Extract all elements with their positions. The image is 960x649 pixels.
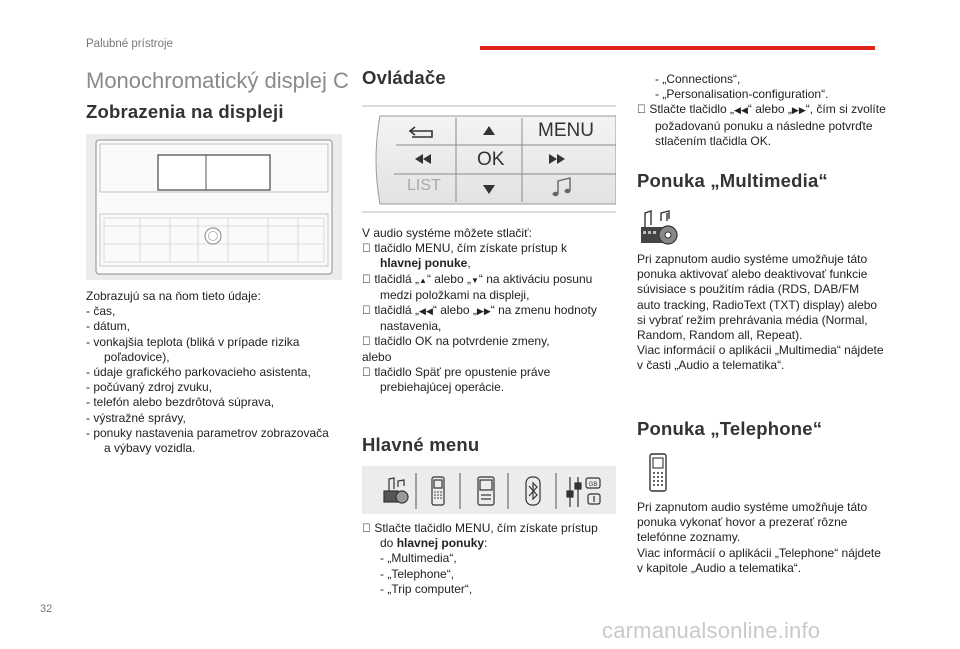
telephone-icon bbox=[648, 453, 670, 493]
up-icon: ▲ bbox=[406, 275, 415, 285]
multimedia-heading: Ponuka „Multimedia“ bbox=[637, 170, 828, 191]
section-label: Palubné prístroje bbox=[86, 38, 173, 50]
main-menu-text: Stlačte tlačidlo MENU, čím získate prístup do hlavnej ponuky: - „Multimedia“, - „Telephone“, - „Trip computer“, bbox=[362, 521, 598, 597]
bullet-item: tlačidlo MENU, čím získate prístup k bbox=[362, 241, 555, 256]
bullet-item-cont: nastavenia, bbox=[380, 319, 442, 334]
display-intro: Zobrazujú sa na ňom tieto údaje: bbox=[86, 289, 261, 303]
bullet-item-cont: stlačením tlačidla OK. bbox=[655, 133, 772, 148]
sub-item: - „Personalisation-configuration“. bbox=[655, 87, 829, 102]
controls-text: V audio systéme môžete stlačiť: tlačidlo MENU, čím získate prístup k hlavnej ponuke, tlačidlá „▲“ alebo „▼“ na aktiváciu posunu medzi položkami na displeji, tlačidlá „◀◀“ alebo „▶▶“ na zmenu hodnoty nastavenia, tlačidlo OK na potvrdenie zmeny, alebo tlačidlo Späť pre opustenie práve prebiehajúcej operácie. bbox=[362, 226, 597, 395]
bullet-item: tlačidlo OK na potvrdenie zmeny, bbox=[362, 334, 538, 349]
bullet-item-cont: prebiehajúcej operácie. bbox=[380, 380, 505, 395]
list-item: - vonkajšia teplota (bliká v prípade rizika bbox=[86, 334, 300, 349]
ok-button[interactable]: OK bbox=[477, 149, 505, 170]
rewind-icon: ◀◀ bbox=[406, 306, 421, 317]
down-icon: ▼ bbox=[458, 275, 467, 285]
sub-item: - „Connections“, bbox=[655, 72, 741, 86]
main-menu-text-continued bbox=[637, 72, 886, 149]
telephone-text: Pri zapnutom audio systéme umožňuje táto ponuka vykonať hovor a prezerať rôzne telefónne zoznamy. Viac informácií o aplikácii „Telephone“ nájdete v kapitole „Audio a telematika“. bbox=[637, 500, 881, 575]
bullet-item: tlačidlá „▲“ alebo „▼“ na aktiváciu posunu bbox=[362, 271, 580, 286]
bullet-item-cont: požadovanú ponuku a následne potvrďte bbox=[655, 118, 873, 133]
bold-term: hlavnej ponuky bbox=[396, 536, 485, 551]
multimedia-icon bbox=[637, 207, 681, 247]
menu-button[interactable]: MENU bbox=[538, 120, 594, 141]
list-item: - počúvaný zdroj zvuku, bbox=[86, 380, 213, 395]
list-button[interactable]: LIST bbox=[407, 177, 441, 194]
bullet-item: Stlačte tlačidlo MENU, čím získate prístup bbox=[362, 521, 586, 535]
multimedia-text: Pri zapnutom audio systéme umožňuje táto ponuka aktivovať alebo deaktivovať funkcie súvisiace s použitím rádia (RDS, DAB/FM auto tracking, RadioText (TXT) display) alebo si vybrať režim prehrávania média (Normal, Random, Random all, Repeat). Viac informácií o aplikácii „Multimedia“ nájdete v časti „Audio a telematika“. bbox=[637, 252, 884, 373]
list-item: - čas, bbox=[86, 304, 116, 319]
bullet-item: tlačidlo Späť pre opustenie práve bbox=[362, 364, 538, 379]
main-menu-heading: Hlavné menu bbox=[362, 434, 480, 455]
display-illustration bbox=[86, 134, 342, 280]
list-item: - výstražné správy, bbox=[86, 410, 186, 425]
list-item-cont: a výbavy vozidla. bbox=[104, 441, 196, 456]
bullet-item: tlačidlá „◀◀“ alebo „▶▶“ na zmenu hodnoty bbox=[362, 303, 585, 318]
page-number: 32 bbox=[40, 603, 53, 615]
list-item: - dátum, bbox=[86, 319, 131, 334]
list-item-cont: poľadovice), bbox=[104, 349, 170, 364]
sub-item: - „Multimedia“, bbox=[380, 551, 457, 566]
telephone-heading: Ponuka „Telephone“ bbox=[637, 418, 823, 439]
connector-text: alebo bbox=[362, 349, 392, 364]
controls-heading: Ovládače bbox=[362, 67, 446, 88]
rewind-icon: ◀◀ bbox=[721, 105, 736, 116]
forward-icon: ▶▶ bbox=[464, 306, 479, 317]
header-accent-bar bbox=[480, 46, 875, 50]
bold-term: hlavnej ponuke bbox=[380, 256, 468, 271]
sub-item: - „Trip computer“, bbox=[380, 581, 473, 596]
list-item: - telefón alebo bezdrôtová súprava, bbox=[86, 395, 275, 410]
watermark: carmanualsonline.info bbox=[602, 618, 821, 643]
bullet-item: Stlačte tlačidlo „◀◀“ alebo „▶▶“, čím si zvolíte bbox=[637, 102, 874, 117]
main-menu-icons-strip bbox=[362, 465, 616, 515]
svg-text:GB: GB bbox=[588, 482, 598, 488]
bullet-item-cont: medzi položkami na displeji, bbox=[380, 287, 530, 302]
display-heading: Zobrazenia na displeji bbox=[86, 101, 284, 122]
list-item: - ponuky nastavenia parametrov zobrazovača bbox=[86, 425, 329, 440]
page-title: Monochromatický displej C bbox=[86, 68, 349, 93]
controls-intro: V audio systéme môžete stlačiť: bbox=[362, 226, 532, 240]
sub-item: - „Telephone“, bbox=[380, 566, 455, 581]
list-item: - údaje grafického parkovacieho asistenta, bbox=[86, 365, 311, 380]
display-info-text bbox=[86, 289, 329, 456]
forward-icon: ▶▶ bbox=[779, 105, 794, 116]
